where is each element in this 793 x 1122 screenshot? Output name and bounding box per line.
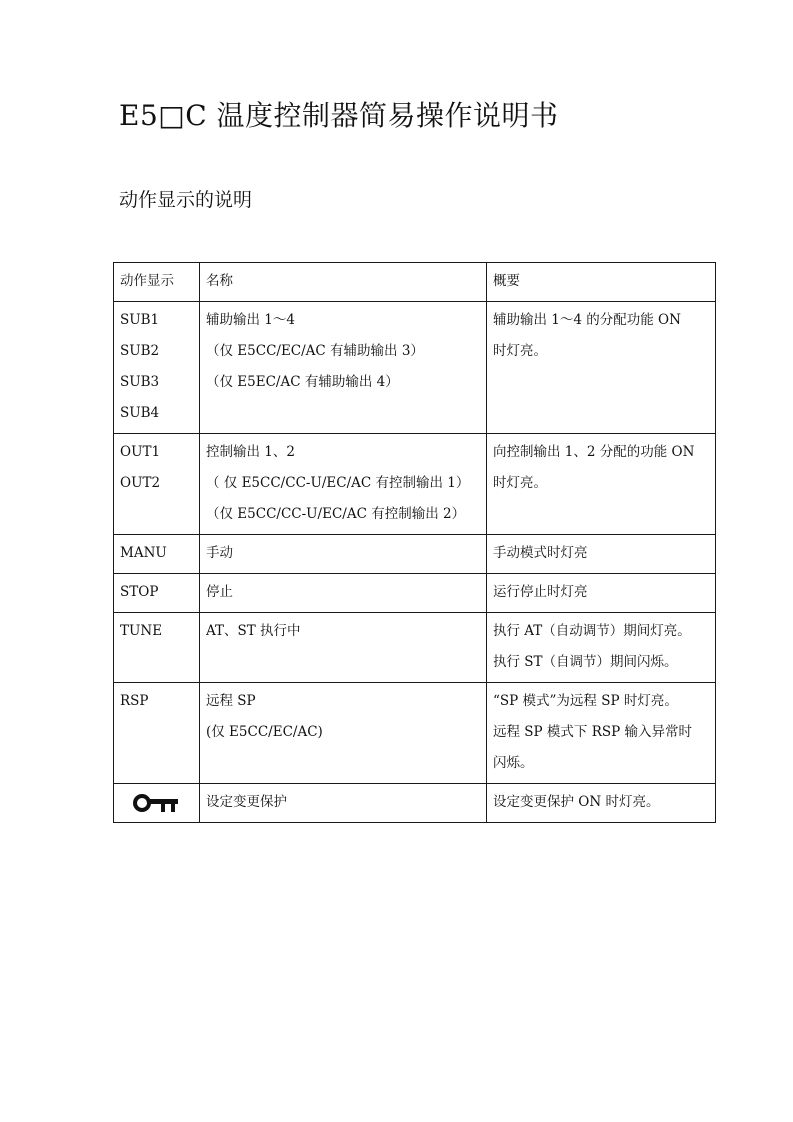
table-row-protect [114,784,716,823]
cell-display: SUB1 SUB2 SUB3 SUB4 [114,302,200,434]
cell-name: 远程 SP (仅 E5CC/EC/AC) [200,683,487,784]
header-summary: 概要 [487,263,716,302]
cell-summary: 设定变更保护 ON 时灯亮。 [487,784,716,823]
cell-name: 控制输出 1、2 （ 仅 E5CC/CC-U/EC/AC 有控制输出 1） （仅 E5CC/CC-U/EC/AC 有控制输出 2） [200,434,487,535]
table-row-sub [114,302,716,434]
cell-summary: 向控制输出 1、2 分配的功能 ON 时灯亮。 [487,434,716,535]
cell-display: MANU [114,535,200,574]
cell-summary: 辅助输出 1～4 的分配功能 ON 时灯亮。 [487,302,716,434]
table-row-manu [114,535,716,574]
document-title: E5□C 温度控制器简易操作说明书 [119,99,559,132]
cell-summary: 手动模式时灯亮 [487,535,716,574]
table-row-stop [114,574,716,613]
header-name: 名称 [200,263,487,302]
cell-display [114,784,200,823]
table-row-out [114,434,716,535]
cell-display: RSP [114,683,200,784]
indicator-table [113,262,716,823]
cell-summary: 执行 AT（自动调节）期间灯亮。 执行 ST（自调节）期间闪烁。 [487,613,716,683]
cell-summary: “SP 模式”为远程 SP 时灯亮。 远程 SP 模式下 RSP 输入异常时 闪烁。 [487,683,716,784]
cell-name: 手动 [200,535,487,574]
cell-display: STOP [114,574,200,613]
cell-name: 设定变更保护 [200,784,487,823]
cell-display: OUT1 OUT2 [114,434,200,535]
cell-name: 停止 [200,574,487,613]
table-header-row [114,263,716,302]
header-display: 动作显示 [114,263,200,302]
cell-name: AT、ST 执行中 [200,613,487,683]
key-icon [132,792,180,814]
section-title: 动作显示的说明 [119,189,253,211]
table-row-tune [114,613,716,683]
cell-summary: 运行停止时灯亮 [487,574,716,613]
cell-name: 辅助输出 1～4 （仅 E5CC/EC/AC 有辅助输出 3） （仅 E5EC/AC 有辅助输出 4） [200,302,487,434]
cell-display: TUNE [114,613,200,683]
table-row-rsp [114,683,716,784]
